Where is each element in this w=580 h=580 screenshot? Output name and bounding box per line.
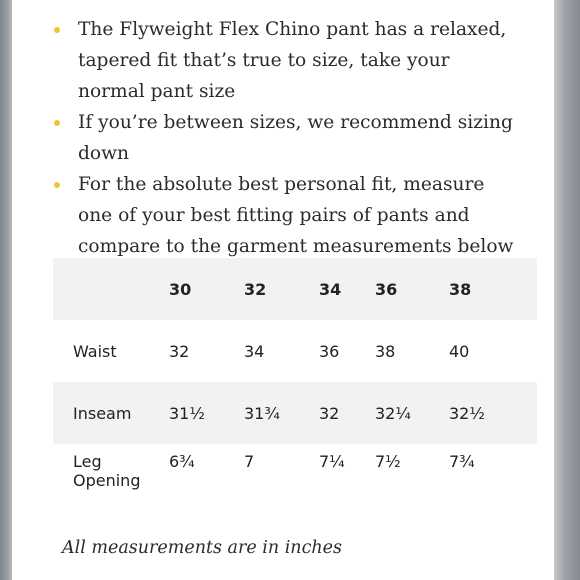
size-header-cell: 38	[449, 279, 472, 299]
bullet-dot-icon	[54, 120, 60, 126]
table-row	[53, 444, 537, 506]
table-row	[53, 382, 537, 444]
fit-note-text: For the absolute best personal fit, measure one of your best fitting pairs of pants and compare to the garment measurements below	[78, 174, 514, 257]
size-chart-table	[53, 258, 537, 506]
header-blank-cell	[53, 258, 169, 320]
table-cell: 7¾	[449, 452, 475, 471]
table-cell: 36	[319, 341, 340, 361]
fit-notes-list	[52, 14, 522, 262]
size-guide-card	[12, 0, 554, 580]
table-cell: 32	[319, 403, 340, 423]
table-cell: 6¾	[169, 452, 195, 471]
table-cell: 40	[449, 341, 470, 361]
table-row	[53, 320, 537, 382]
table-cell: 34	[244, 341, 265, 361]
table-cell: 7¼	[319, 452, 345, 471]
size-header-row	[53, 258, 537, 320]
table-cell: 31½	[169, 403, 205, 423]
fit-note-item	[52, 169, 522, 262]
bullet-dot-icon	[54, 182, 60, 188]
table-cell: 38	[375, 341, 396, 361]
table-cell: 7	[244, 452, 255, 471]
size-header-cell: 32	[244, 279, 267, 299]
fit-note-item	[52, 107, 522, 169]
bullet-dot-icon	[54, 27, 60, 33]
fit-note-item	[52, 14, 522, 107]
row-label: Inseam	[73, 403, 132, 423]
table-cell: 32½	[449, 403, 485, 423]
size-header-cell: 36	[375, 279, 398, 299]
table-cell: 7½	[375, 452, 401, 471]
table-cell: 31¾	[244, 403, 280, 423]
fit-note-text: The Flyweight Flex Chino pant has a relaxed, tapered fit that’s true to size, take your normal pant size	[78, 19, 507, 102]
background-right-edge	[554, 0, 580, 580]
size-header-cell: 34	[319, 279, 342, 299]
size-header-cell: 30	[169, 279, 192, 299]
table-cell: 32	[169, 341, 190, 361]
row-label: Waist	[73, 341, 117, 361]
background-left-edge	[0, 0, 12, 580]
row-label: Leg Opening	[73, 452, 141, 490]
fit-note-text: If you’re between sizes, we recommend sizing down	[78, 112, 513, 164]
measurement-footnote: All measurements are in inches	[62, 538, 342, 558]
table-cell: 32¼	[375, 403, 411, 423]
